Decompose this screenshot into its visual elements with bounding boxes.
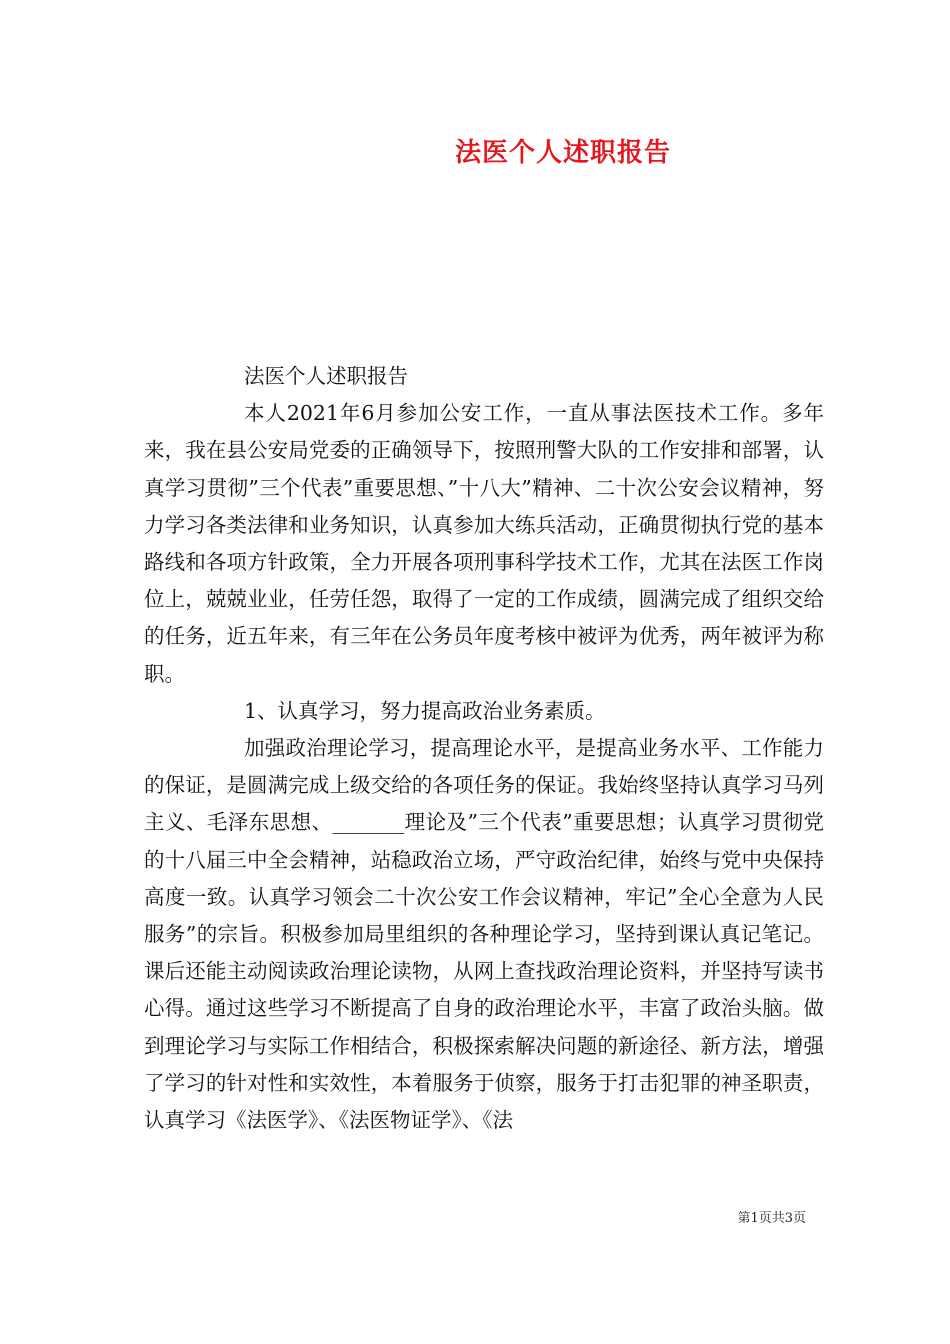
document-title: 法医个人述职报告 bbox=[454, 138, 671, 168]
body-paragraph-study: 加强政治理论学习，提高理论水平，是提高业务水平、工作能力的保证，是圆满完成上级交给的各项任务的保证。我始终坚持认真学习马列主义、毛泽东思想、_______理论及”三个代表”重要思想；认真学习贯彻党的十八届三中全会精神，站稳政治立场，严守政治纪律，始终与党中央保持高度一致。认真学习领会二十次公安工作会议精神，牢记”全心全意为人民服务”的宗旨。积极参加局里组织的各种理论学习，坚持到课认真记笔记。课后还能主动阅读政治理论读物，从网上查找政治理论资料，并坚持写读书心得。通过这些学习不断提高了自身的政治理论水平，丰富了政治头脑。做到理论学习与实际工作相结合，积极探索解决问题的新途径、新方法，增强了学习的针对性和实效性，本着服务于侦察，服务于打击犯罪的神圣职责，认真学习《法医学》、《法医物证学》、《法 bbox=[144, 736, 824, 1133]
body-paragraph-intro: 本人2021年6月参加公安工作，一直从事法医技术工作。多年来，我在县公安局党委的正确领导下，按照刑警大队的工作安排和部署，认真学习贯彻”三个代表”重要思想、”十八大”精神、二十次公安会议精神，努力学习各类法律和业务知识，认真参加大练兵活动，正确贯彻执行党的基本路线和各项方针政策，全力开展各项刑事科学技术工作，尤其在法医工作岗位上，兢兢业业，任劳任怨，取得了一定的工作成绩，圆满完成了组织交给的任务，近五年来，有三年在公务员年度考核中被评为优秀，两年被评为称职。 bbox=[144, 401, 824, 686]
page-number: 第1页共3页 bbox=[737, 1211, 806, 1226]
section-heading-1: 1、认真学习，努力提高政治业务素质。 bbox=[244, 698, 606, 723]
document-body bbox=[144, 358, 824, 1139]
body-heading: 法医个人述职报告 bbox=[244, 364, 408, 388]
